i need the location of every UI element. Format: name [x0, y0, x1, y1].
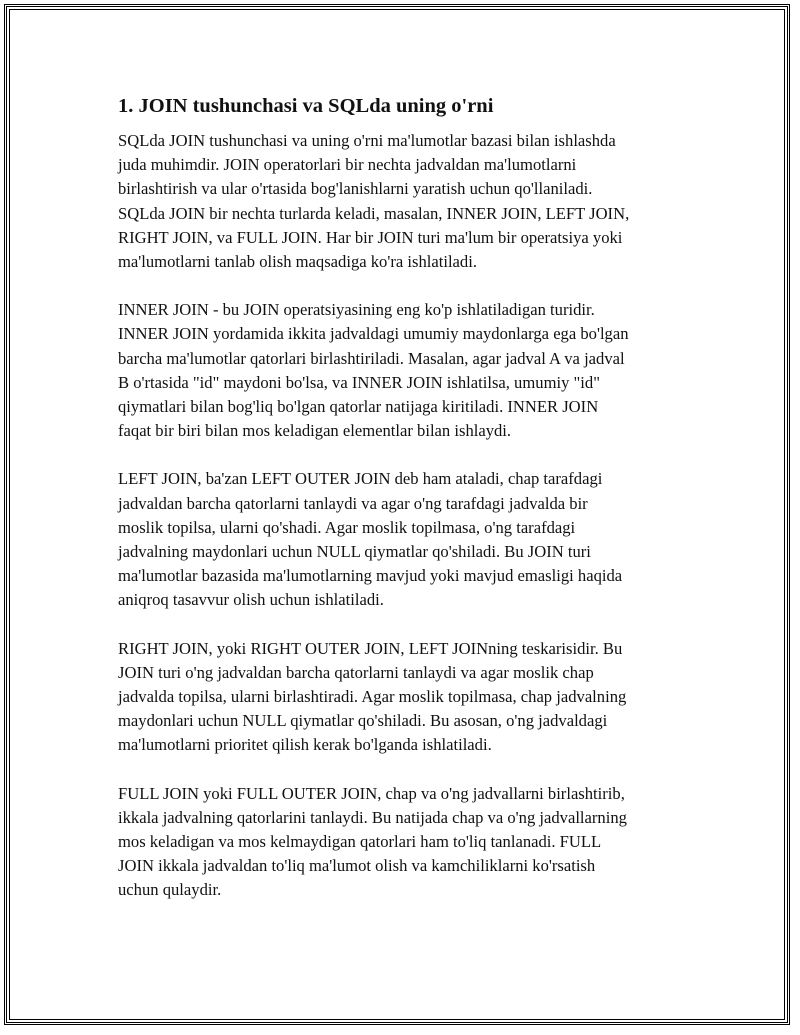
paragraph-1: [118, 129, 690, 274]
paragraph-line: moslik topilsa, ularni qo'shadi. Agar moslik topilmasa, o'ng tarafdagi: [118, 517, 576, 537]
paragraph-line: juda muhimdir. JOIN operatorlari bir nechta jadvaldan ma'lumotlarni: [118, 155, 577, 175]
section-heading: 1. JOIN tushunchasi va SQLda uning o'rni: [118, 95, 494, 117]
paragraph-line: JOIN turi o'ng jadvaldan barcha qatorlarni tanlaydi va agar moslik chap: [118, 662, 594, 682]
paragraph-line: jadvaldan barcha qatorlarni tanlaydi va agar o'ng tarafdagi jadvalda bir: [118, 493, 588, 513]
paragraph-line: JOIN ikkala jadvaldan to'liq ma'lumot olish va kamchiliklarni ko'rsatish: [118, 856, 596, 876]
paragraph-line: jadvalda topilsa, ularni birlashtiradi. Agar moslik topilmasa, chap jadvalning: [118, 687, 627, 707]
paragraph-line: SQLda JOIN tushunchasi va uning o'rni ma'lumotlar bazasi bilan ishlashda: [118, 131, 616, 150]
paragraph-line: FULL JOIN yoki FULL OUTER JOIN, chap va o'ng jadvallarni birlashtirib,: [118, 783, 625, 803]
paragraph-line: INNER JOIN yordamida ikkita jadvaldagi umumiy maydonlarga ega bo'lgan: [118, 324, 629, 344]
paragraph-line: uchun qulaydir.: [118, 880, 222, 900]
paragraph-line: faqat bir biri bilan mos keladigan elementlar bilan ishlaydi.: [118, 421, 512, 441]
paragraph-4: [118, 637, 690, 758]
paragraph-line: maydonlari uchun NULL qiymatlar qo'shiladi. Bu asosan, o'ng jadvaldagi: [118, 711, 608, 731]
paragraph-line: INNER JOIN - bu JOIN operatsiyasining eng ko'p ishlatiladigan turidir.: [118, 300, 595, 320]
paragraph-line: mos keladigan va mos kelmaydigan qatorlari ham to'liq tanlanadi. FULL: [118, 832, 602, 852]
paragraph-list: [118, 129, 690, 903]
paragraph-line: birlashtirish va ular o'rtasida bog'lanishlarni yaratish uchun qo'llaniladi.: [118, 179, 593, 199]
paragraph-3: [118, 467, 690, 612]
paragraph-line: RIGHT JOIN, yoki RIGHT OUTER JOIN, LEFT JOINning teskarisidir. Bu: [118, 638, 623, 658]
paragraph-line: ma'lumotlarni prioritet qilish kerak bo'lganda ishlatiladi.: [118, 735, 492, 755]
paragraph-line: LEFT JOIN, ba'zan LEFT OUTER JOIN deb ham ataladi, chap tarafdagi: [118, 469, 603, 489]
paragraph-line: SQLda JOIN bir nechta turlarda keladi, masalan, INNER JOIN, LEFT JOIN,: [118, 203, 630, 223]
paragraph-line: RIGHT JOIN, va FULL JOIN. Har bir JOIN turi ma'lum bir operatsiya yoki: [118, 227, 623, 247]
paragraph-2: [118, 298, 690, 443]
document-body: [118, 93, 690, 927]
paragraph-5: [118, 782, 690, 903]
paragraph-line: ikkala jadvalning qatorlarini tanlaydi. Bu natijada chap va o'ng jadvallarning: [118, 807, 627, 827]
paragraph-line: qiymatlari bilan bog'liq bo'lgan qatorlar natijaga kiritiladi. INNER JOIN: [118, 397, 599, 417]
paragraph-line: B o'rtasida "id" maydoni bo'lsa, va INNER JOIN ishlatilsa, umumiy "id": [118, 372, 600, 392]
paragraph-line: aniqroq tasavvur olish uchun ishlatiladi.: [118, 590, 384, 610]
paragraph-line: ma'lumotlar bazasida ma'lumotlarning mavjud yoki mavjud emasligi haqida: [118, 566, 623, 586]
paragraph-line: jadvalning maydonlari uchun NULL qiymatlar qo'shiladi. Bu JOIN turi: [118, 542, 591, 562]
paragraph-line: ma'lumotlarni tanlab olish maqsadiga ko'ra ishlatiladi.: [118, 252, 477, 272]
paragraph-line: barcha ma'lumotlar qatorlari birlashtiriladi. Masalan, agar jadval A va jadval: [118, 348, 625, 368]
